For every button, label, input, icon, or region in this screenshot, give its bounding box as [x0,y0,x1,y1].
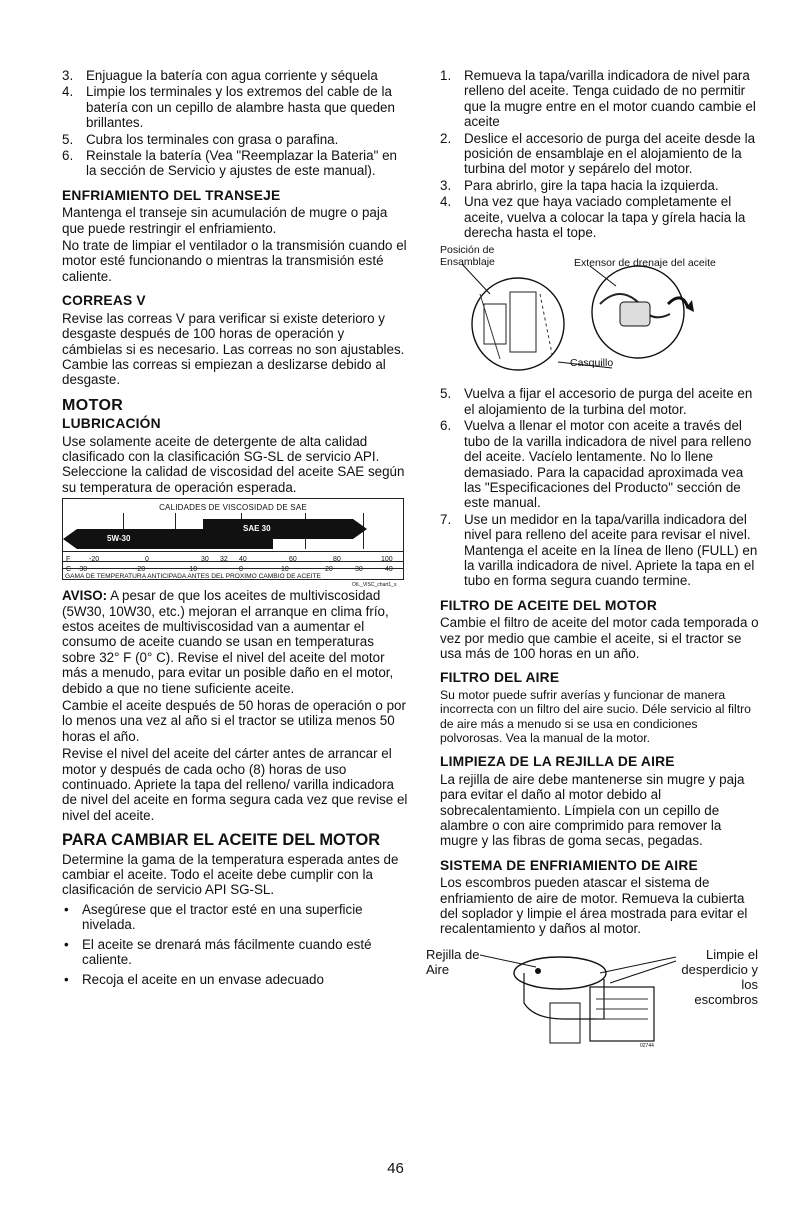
arrow-left-icon [63,529,77,549]
page-number: 46 [387,1160,404,1177]
list-item: • Asegúrese que el tractor esté en una superficie nivelada. [64,901,363,933]
transeje-paragraph-2: No trate de limpiar el ventilador o la transmisión cuando el motor esté funcionando o mientras la transmisión esté caliente. [62,238,407,284]
cambiar-paragraph: Determine la gama de la temperatura esperada antes de cambiar el aceite. Todo el aceite debe cumplir con la clasificación de servicio API SG-SL. [62,851,399,898]
list-item: 1. Remueva la tapa/varilla indicadora de nivel para relleno del aceite. Tenga cuidado de no permitir que la mugre entre en el motor cuando cambie el aceite [440,68,756,130]
chart-footer: GAMA DE TEMPERATURA ANTICIPADA ANTES DEL PROXIMO CAMBIO DE ACEITE [63,568,403,579]
battery-steps [62,68,408,179]
list-item: 7. Use un medidor en la tapa/varilla indicadora del nivel para relleno del aceite para revisar el nivel. Mantenga el aceite en la línea de lleno (FULL) en la varilla indicadora de nivel. Apriete la tapa en el tubo en forma segura cuando termine. [440,511,758,589]
engine-illustration [480,943,680,1051]
cambie-paragraph: Cambie el aceite después de 50 horas de operación o por lo menos una vez al año si el tractor se utiliza menos 50 horas el año. [62,698,406,744]
transeje-heading: ENFRIAMIENTO DEL TRANSEJE [62,187,281,203]
band-5w30: 5W-30 [77,529,273,549]
oil-refill-steps [440,386,760,588]
list-item: 6. Vuelva a llenar el motor con aceite a través del tubo de la varilla indicadora de nivel para relleno del aceite. Vacíelo lentamente. No lo llene demasiado. Para la capacidad aproximada vea las "Especificaciones del Producto" sección de este manual. [440,418,752,511]
list-item: 3. Para abrirlo, gire la tapa hacia la izquierda. [440,177,719,193]
filtro-aire-heading: FILTRO DEL AIRE [440,670,560,686]
celsius-scale: C -30 -20 -10 0 10 20 30 40 [63,561,403,572]
air-screen-figure [426,943,760,1051]
list-item: 4. Una vez que haya vaciado completamente el aceite, vuelva a colocar la tapa y gírela hacia la derecha hasta el tope. [440,194,746,241]
oil-drain-figure [440,244,760,382]
label-limpie: Limpie el desperdicio y los escombros [681,946,758,1007]
lubricacion-heading: LUBRICACIÓN [62,416,161,432]
correas-paragraph: Revise las correas V para verificar si existe deterioro y desgaste después de 100 horas de operación y cámbielas si es necesario. Las correas no son ajustables. Cambie las correas si empiezan a deslizarse debido al desgaste. [62,310,405,388]
cambiar-bullets [62,902,408,987]
sistema-paragraph: Los escombros pueden atascar el sistema de enfriamiento de aire de motor. Remueva la cubierta del soplador y limpie el área mostrada para evitar el recalentamiento y daños al motor. [440,875,748,937]
lubricacion-paragraph: Use solamente aceite de detergente de alta calidad clasificado con la clasificación SG-SL de servicio API. Seleccione la calidad de viscosidad del aceite SAE según su temperatura de operación esperada. [62,433,405,495]
left-column [62,68,408,991]
label-posicion: Posición de Ensamblaje [440,244,495,269]
band-sae30: SAE 30 [203,519,353,539]
motor-heading: MOTOR [62,396,124,414]
revise-paragraph: Revise el nivel del aceite del cárter antes de arrancar el motor y después de cada ocho (8) horas de uso continuado. Apriete la tapa del relleno/ varilla indicadora de nivel del aceite en forma segura cada vez que revise el nivel del aceite. [62,746,408,823]
rejilla-paragraph: La rejilla de aire debe mantenerse sin mugre y paja para evitar el daño al motor debido al sobrecalentamiento. Límpiela con un cepillo de alambre o con aire comprimido para remover la mugre y las fibras de goma secas, pegadas. [440,771,745,849]
cambiar-heading: PARA CAMBIAR EL ACEITE DEL MOTOR [62,831,381,850]
label-extensor: Extensor de drenaje del aceite [574,257,716,270]
sistema-heading: SISTEMA DE ENFRIAMIENTO DE AIRE [440,857,698,873]
fahrenheit-scale: F -20 0 30 32 40 60 80 100 [63,551,403,562]
list-item: 5. Cubra los terminales con grasa o parafina. [62,131,339,147]
arrow-right-icon [353,519,367,539]
transeje-paragraph-1: Mantenga el transeje sin acumulación de mugre o paja que puede restringir el enfriamiento. [62,205,388,236]
list-item: 5. Vuelva a fijar el accesorio de purga del aceite en el alojamiento de la turbina del motor. [440,386,753,417]
list-item: 6. Reinstale la batería (Vea "Reemplazar la Bateria" en la sección de Servicio y ajustes de este manual). [62,148,397,179]
list-item: 4. Limpie los terminales y los extremos del cable de la batería con un cepillo de alambre hasta que queden brillantes. [62,84,395,131]
list-item: 3. Enjuague la batería con agua corriente y séquela [62,68,378,83]
list-item: • Recoja el aceite en un envase adecuado [64,971,324,987]
chart-code: OIL_VISC_chart1_s [352,582,397,589]
label-rejilla: Rejilla de Aire [426,946,480,977]
list-item: • El aceite se drenará más fácilmente cuando esté caliente. [64,936,372,968]
list-item: 2. Deslice el accesorio de purga del aceite desde la posición de ensamblaje en el alojamiento de la turbina del motor y sepárelo del motor. [440,130,756,177]
rejilla-heading: LIMPIEZA DE LA REJILLA DE AIRE [440,754,675,770]
label-casquillo: Casquillo [570,357,614,370]
filtro-aire-paragraph: Su motor puede sufrir averías y funcionar de manera incorrecta con un filtro del aire sucio. Déle servicio al filtro de aire más a menudo si se usa en condiciones polvorosas. Vea la manual de la motor. [440,687,751,745]
right-column [426,68,760,1051]
figure-code: 02744 [640,1042,654,1049]
filtro-aceite-heading: FILTRO DE ACEITE DEL MOTOR [440,597,658,613]
correas-heading: CORREAS V [62,293,146,309]
oil-change-steps [440,68,760,240]
chart-title: CALIDADES DE VISCOSIDAD DE SAE [159,503,307,513]
aviso-paragraph: AVISO: A pesar de que los aceites de multiviscosidad (5W30, 10W30, etc.) mejoran el arranque en clima frío, estos aceites de multiviscosidad van a aumentar el consumo de aceite cuando se usan en temperaturas sobre 32° F (0° C). Revise el nivel del aceite del motor más a menudo, para evitar un posible daño en el motor, debido a que no tiene suficiente aceite. [62,588,394,696]
viscosity-chart [62,498,404,580]
filtro-aceite-paragraph: Cambie el filtro de aceite del motor cada temporada o vez por medio que cambie el aceite, si el tractor se usa más de 100 horas en un año. [440,615,759,661]
